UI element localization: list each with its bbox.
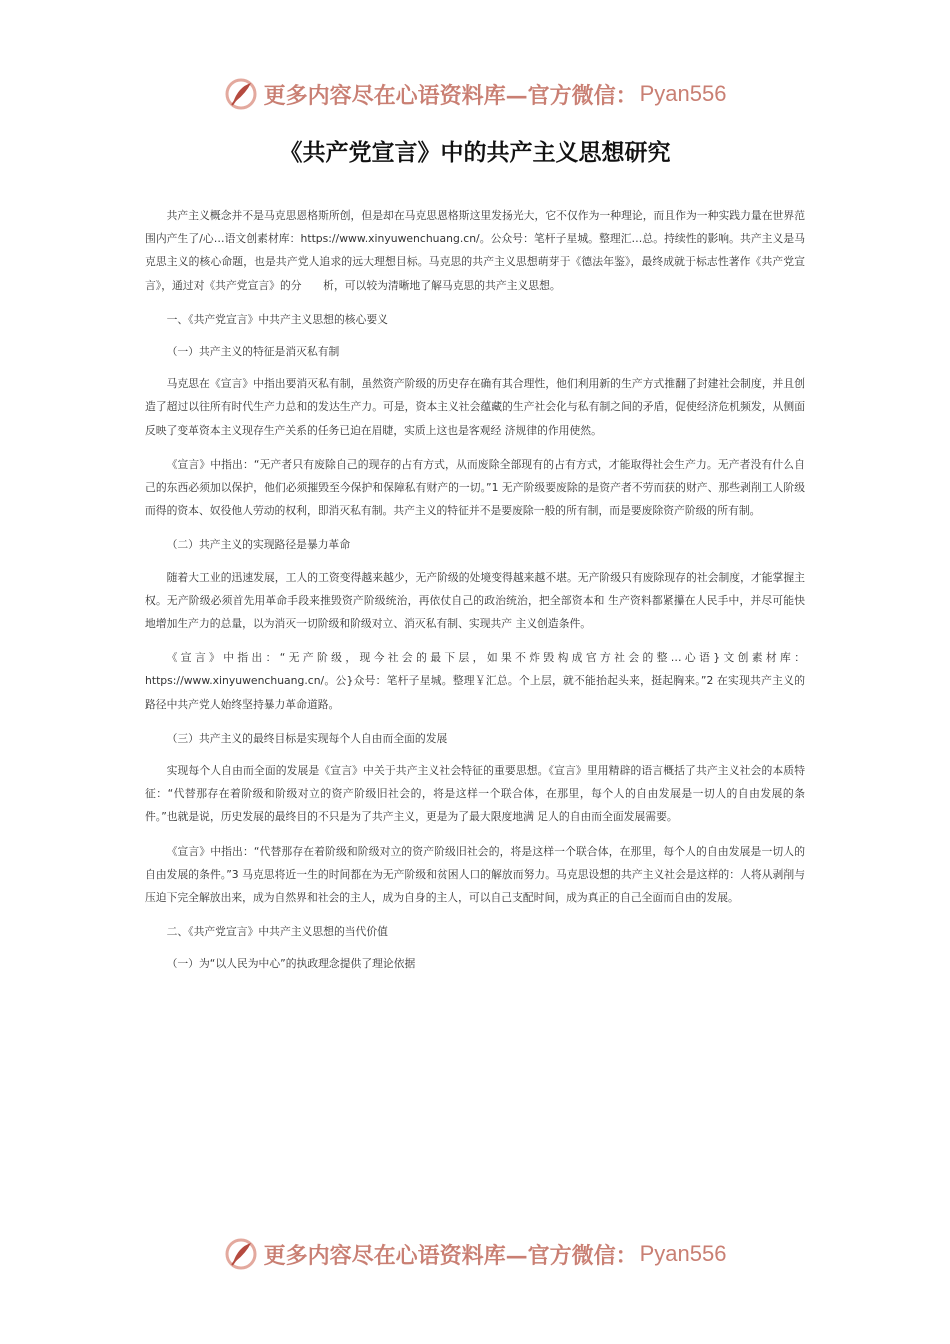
subsection-heading: （三）共产主义的最终目标是实现每个人自由而全面的发展 xyxy=(166,731,448,745)
section-heading: 一、《共产党宣言》中共产主义思想的核心要义 xyxy=(166,312,388,326)
paragraph: 共产主义概念并不是马克思恩格斯所创，但是却在马克思恩格斯这里发扬光大，它不仅作为一种理论，而且作为一种实践力量在世界范围内产生了/心…语文创素材库：https://www.xinyuwenchuang.cn/。公众号：笔杆子星城。整理汇…总。持续性的影响。共产主义是马克思主义的核心命题，也是共产党人追求的远大理想目标。马克思的共产主义思想萌芽于《德法年鉴》，最终成就于标志性著作《共产党宣言》，通过对《共产党宣言》的分 析，可以较为清晰地了解马克思的共产主义思想。 xyxy=(145,209,805,292)
header-banner xyxy=(0,72,950,116)
quill-pen-logo-icon xyxy=(224,77,258,111)
paragraph: 《宣言》中指出：“代替那存在着阶级和阶级对立的资产阶级旧社会的，将是这样一个联合体，在那里，每个人的自由发展是一切人的自由发展的条件。”3 马克思将近一生的时间都在为无产阶级和贫困人口的解放而努力。马克思设想的共产主义社会是这样的：人将从剥削与压迫下完全解放出来，成为自然界和社会的主人，成为自身的主人，可以自己支配时间，成为真正的自己全面而自由的发展。 xyxy=(145,844,805,905)
document-title: 《共产党宣言》中的共产主义思想研究 xyxy=(279,140,671,166)
banner-text: 更多内容尽在心语资料库—官方微信： xyxy=(263,1242,638,1269)
subsection-heading: （二）共产主义的实现路径是暴力革命 xyxy=(166,538,351,552)
paragraph: 随着大工业的迅速发展，工人的工资变得越来越少，无产阶级的处境变得越来越不堪。无产阶级只有废除现存的社会制度，才能掌握主权。无产阶级必须首先用革命手段来推毁资产阶级统治，再依仗自己的政治统治，把全部资本和 生产资料都紧攥在人民手中，并尽可能快地增加生产力的总量，以为消灭一切阶级和阶级对立、消灭私有制、实现共产 主义创造条件。 xyxy=(145,570,805,631)
banner-wechat-id: Pyan556 xyxy=(639,1241,727,1266)
banner-text: 更多内容尽在心语资料库—官方微信： xyxy=(263,82,638,109)
footer-banner xyxy=(0,1232,950,1276)
paragraph: 《宣言》中指出：“无产阶级，现今社会的最下层，如果不炸毁构成官方社会的整…心语}文创素材库：https://www.xinyuwenchuang.cn/。公}众号：笔杆子星城。整理￥汇总。个上层，就不能抬起头来，挺起胸来。”2 在实现共产主义的路径中共产党人始终坚持暴力革命道路。 xyxy=(145,651,805,711)
banner-wechat-id: Pyan556 xyxy=(639,81,727,106)
section-heading: 二、《共产党宣言》中共产主义思想的当代价值 xyxy=(166,925,388,939)
quill-pen-logo-icon xyxy=(224,1237,258,1271)
paragraph: 实现每个人自由而全面的发展是《宣言》中关于共产主义社会特征的重要思想。《宣言》里用精辟的语言概括了共产主义社会的本质特征：“代替那存在着阶级和阶级对立的资产阶级旧社会的，将是这样一个联合体，在那里，每个人的自由发展是一切人的自由发展的条件。”也就是说，历史发展的最终目的不只是为了共产主义，更是为了最大限度地满 足人的自由而全面发展需要。 xyxy=(145,764,805,824)
subsection-heading: （一）为“以人民为中心”的执政理念提供了理论依据 xyxy=(166,957,416,971)
document-body xyxy=(145,204,805,985)
paragraph: 《宣言》中指出：“无产者只有废除自己的现存的占有方式，从而废除全部现有的占有方式，才能取得社会生产力。无产者没有什么自己的东西必须加以保护，他们必须摧毁至今保护和保障私有财产的一切。”1 无产阶级要废除的是资产者不劳而获的财产、那些剥削工人阶级而得的资本、奴役他人劳动的权利，即消灭私有制。共产主义的特征并不是要废除一般的所有制，而是要废除资产阶级的所有制。 xyxy=(145,457,805,518)
subsection-heading: （一）共产主义的特征是消灭私有制 xyxy=(166,345,340,359)
paragraph: 马克思在《宣言》中指出要消灭私有制，虽然资产阶级的历史存在确有其合理性，他们利用新的生产方式推翻了封建社会制度，并且创造了超过以往所有时代生产力总和的发达生产力。可是，资本主义社会蕴藏的生产社会化与私有制之间的矛盾，促使经济危机频发，从侧面反映了变革资本主义现存生产关系的任务已迫在眉睫，实质上这也是客观经 济规律的作用使然。 xyxy=(145,377,805,437)
